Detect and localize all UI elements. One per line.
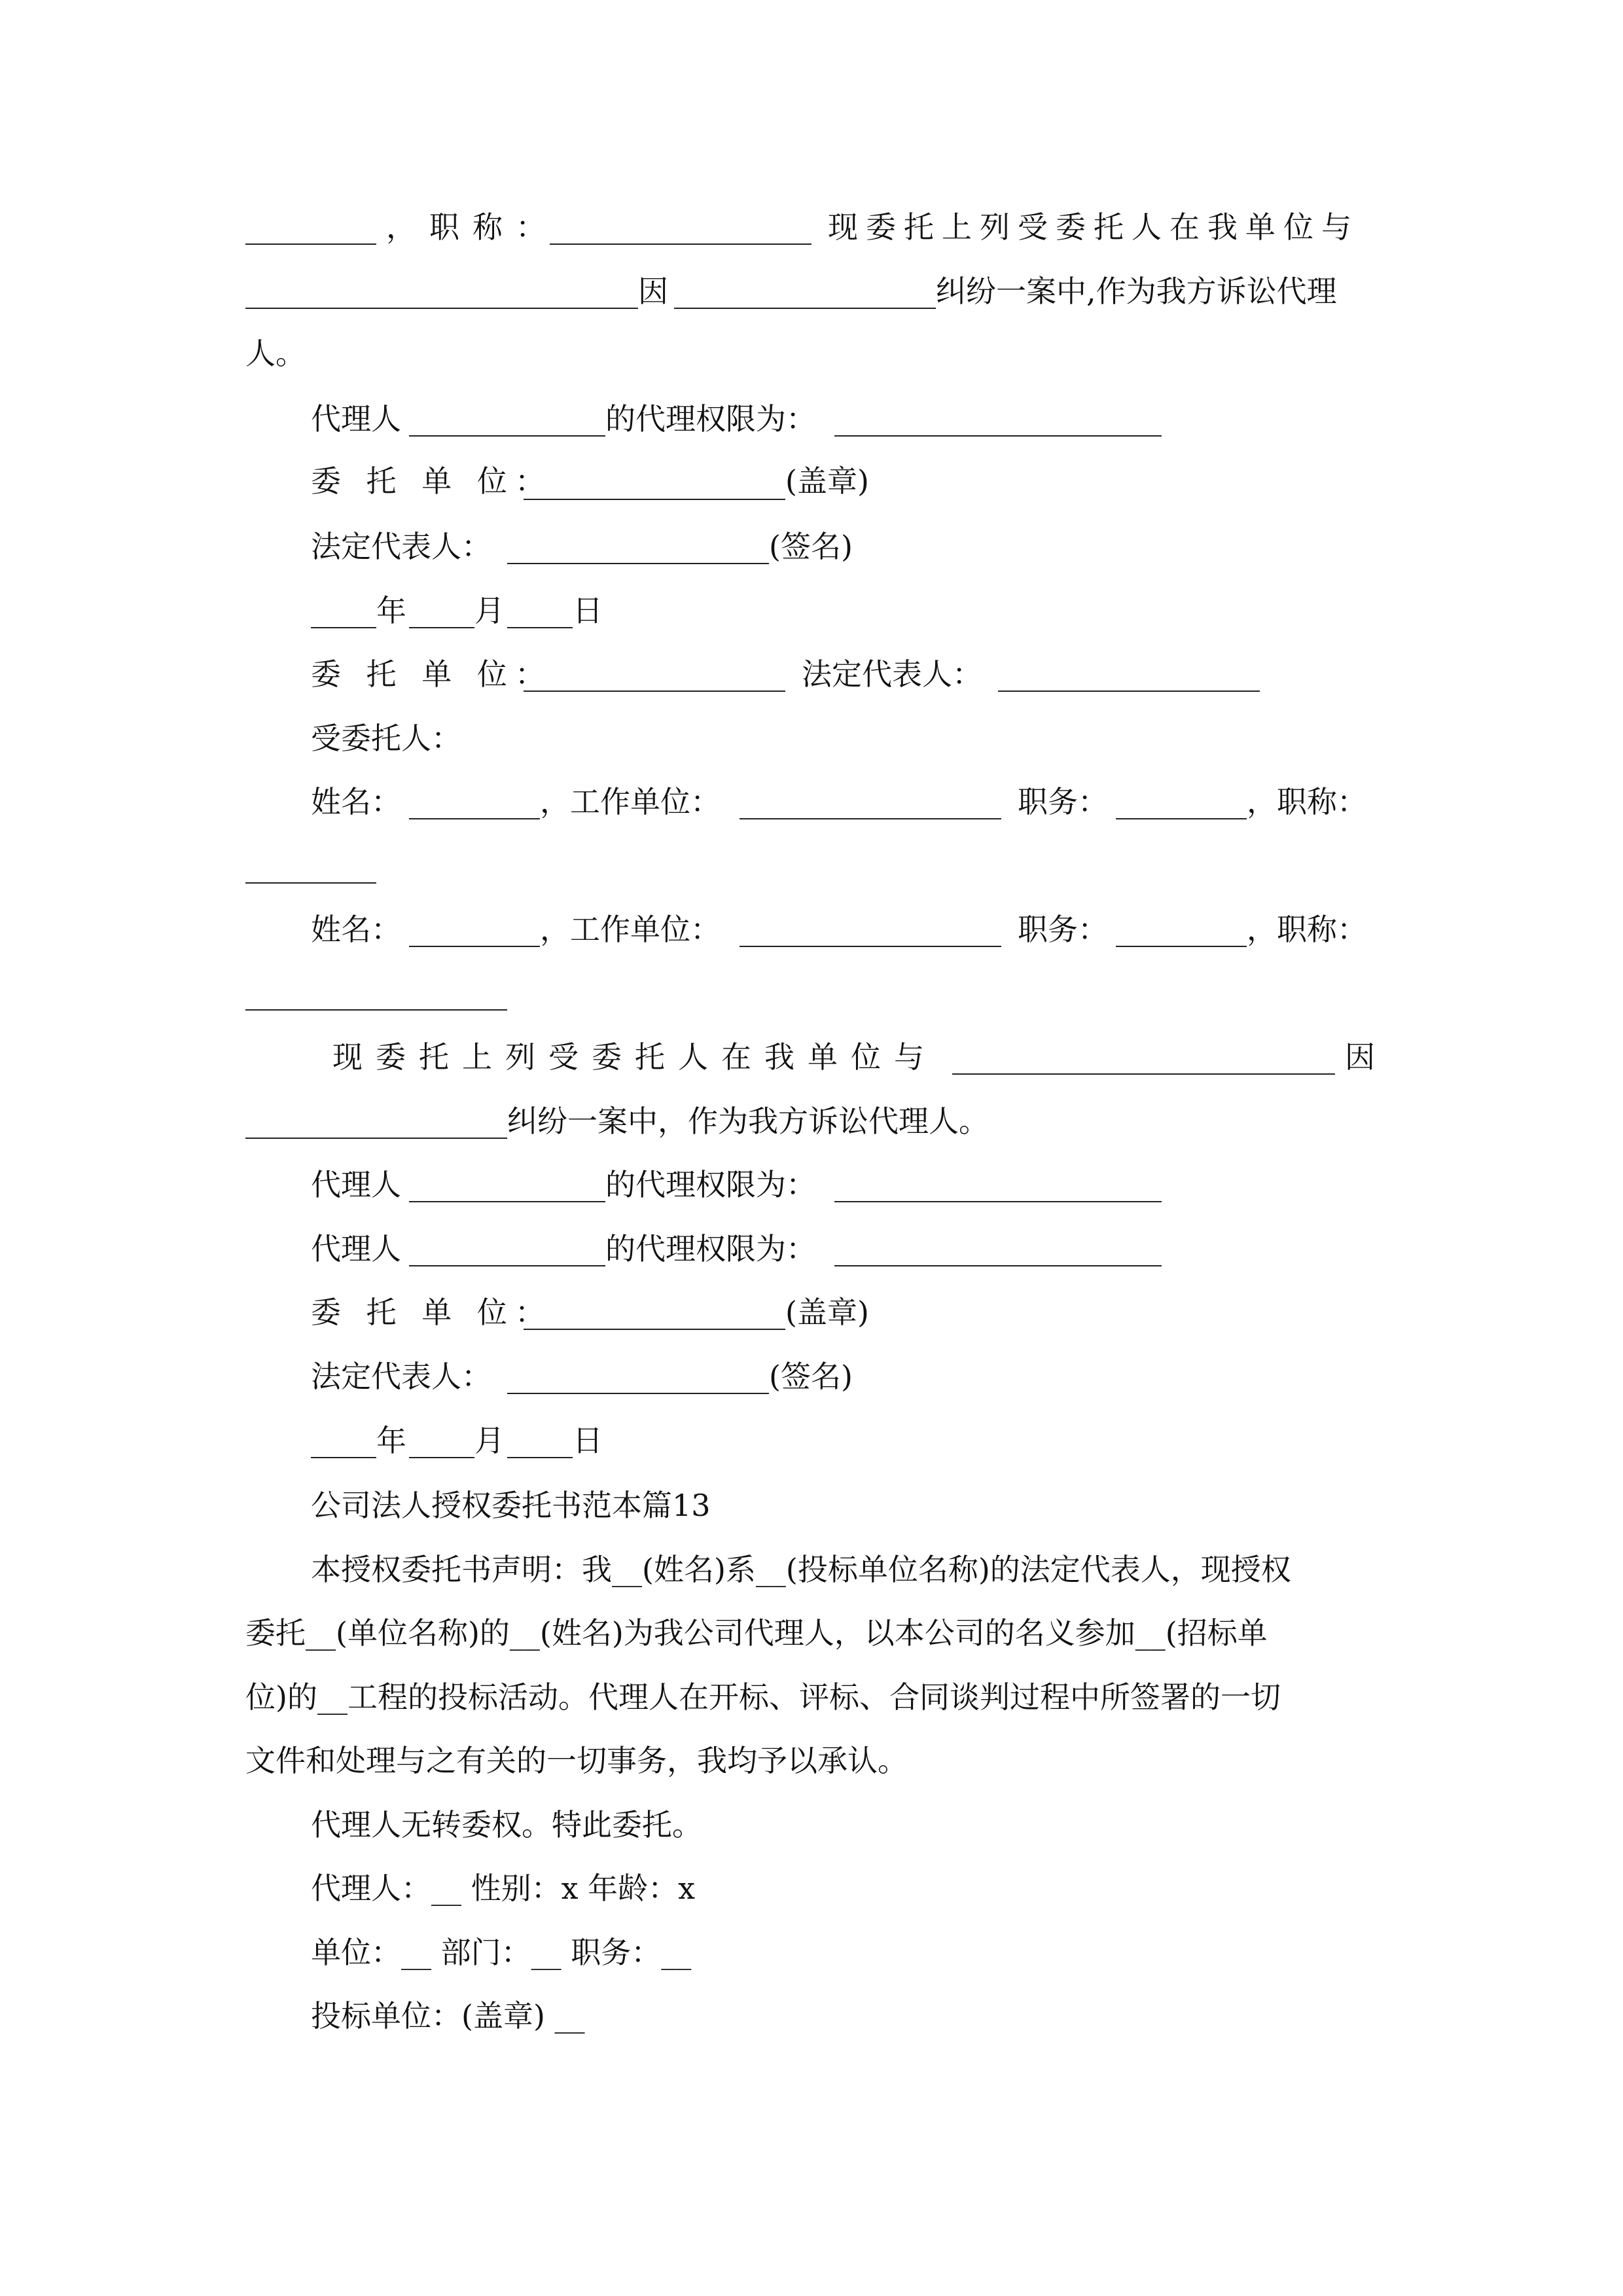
text: 姓名： [311, 912, 401, 947]
text: 的代理权限为： [605, 1167, 816, 1202]
text: 年 [376, 593, 406, 628]
text: 日 [573, 593, 603, 628]
text-line [311, 1229, 401, 1268]
blank-line[interactable] [740, 818, 1001, 819]
text-line [540, 782, 721, 821]
text: 法定代表人： [311, 529, 491, 564]
text-line [1247, 910, 1367, 949]
text: 委 托 单 位： [311, 656, 553, 692]
text-line [245, 334, 306, 373]
blank-line[interactable] [409, 818, 540, 819]
text-line [769, 1357, 853, 1396]
text: 法定代表人： [311, 1359, 491, 1394]
blank-line[interactable] [524, 691, 785, 692]
text-line [311, 1293, 553, 1332]
text: 的代理权限为： [605, 1231, 816, 1266]
text: ，职称： [1247, 784, 1367, 819]
text: 位)的__工程的投标活动。代理人在开标、评标、合同谈判过程中所签署的一切 [245, 1679, 1281, 1715]
text-line [311, 782, 401, 821]
text-line [573, 591, 603, 630]
blank-line[interactable] [409, 1265, 605, 1266]
blank-line[interactable] [409, 946, 540, 947]
text: 年 [376, 1423, 406, 1458]
text-line [311, 910, 401, 949]
blank-line[interactable] [524, 499, 785, 500]
blank-line[interactable] [998, 691, 1260, 692]
blank-line[interactable] [507, 1393, 769, 1394]
text: 现委托上列受委托人在我单位与 [828, 209, 1359, 245]
text-line [507, 1102, 989, 1141]
text-line [828, 207, 1359, 247]
text: 的代理权限为： [605, 401, 816, 437]
text: 姓名： [311, 784, 401, 819]
text: 职务： [1018, 912, 1108, 947]
blank-line[interactable] [409, 435, 605, 437]
blank-line[interactable] [740, 946, 1001, 947]
text: 委 托 单 位： [311, 1295, 553, 1330]
blank-line[interactable] [409, 1457, 474, 1458]
blank-line[interactable] [834, 1265, 1162, 1266]
text: ，工作单位： [540, 784, 721, 819]
text: 纠纷一案中，作为我方诉讼代理人。 [507, 1103, 989, 1139]
text: 月 [474, 593, 505, 628]
text: (签名) [769, 1359, 853, 1394]
text-line [311, 1357, 491, 1396]
text: 代理人无转委权。特此委托。 [311, 1807, 702, 1842]
text-line [802, 655, 982, 694]
text: 文件和处理与之有关的一切事务，我均予以承认。 [245, 1743, 908, 1778]
blank-line[interactable] [245, 243, 376, 245]
text-line [311, 461, 553, 501]
text: 纠纷一案中,作为我方诉讼代理 [936, 274, 1337, 309]
text: 代理人：__ 性别：x 年龄：x [311, 1871, 696, 1906]
text: 代理人 [311, 401, 401, 437]
text-line [376, 591, 406, 630]
blank-line[interactable] [834, 1201, 1162, 1202]
text-line [311, 719, 461, 758]
text: 日 [573, 1423, 603, 1458]
text-line [386, 207, 559, 247]
text: (盖章) [785, 463, 869, 499]
text: 受委托人： [311, 721, 461, 756]
text: 委托__(单位名称)的__(姓名)为我公司代理人，以本公司的名义参加__(招标单 [245, 1615, 1268, 1651]
text-line [785, 461, 869, 501]
blank-line[interactable] [834, 435, 1162, 437]
text: 因 [638, 274, 668, 309]
blank-line[interactable] [311, 627, 376, 628]
blank-line[interactable] [952, 1073, 1335, 1075]
text: 职务： [1018, 784, 1108, 819]
section-heading [311, 1486, 711, 1525]
text-line [311, 1165, 401, 1204]
text: ，职称： [386, 209, 559, 245]
text: 代理人 [311, 1167, 401, 1202]
text: 本授权委托书声明：我__(姓名)系__(投标单位名称)的法定代表人，现授权 [311, 1552, 1291, 1587]
text-line [785, 1293, 869, 1332]
text-line [474, 591, 505, 630]
blank-line[interactable] [409, 1201, 605, 1202]
text: 法定代表人： [802, 656, 982, 692]
paragraph-line [245, 1677, 1281, 1717]
text: (签名) [769, 529, 853, 564]
text-line [605, 399, 816, 439]
blank-line[interactable] [245, 1138, 507, 1139]
blank-line[interactable] [507, 627, 573, 628]
text-line [1247, 782, 1367, 821]
text: 因 [1345, 1039, 1375, 1075]
text-line [311, 399, 401, 439]
paragraph-line [311, 1996, 585, 2036]
blank-line[interactable] [409, 627, 474, 628]
text: ，工作单位： [540, 912, 721, 947]
text: 单位：__ 部门：__ 职务：__ [311, 1935, 692, 1970]
blank-line[interactable] [507, 563, 769, 564]
text-line [1345, 1037, 1375, 1077]
blank-line[interactable] [507, 1457, 573, 1458]
blank-line[interactable] [1116, 818, 1247, 819]
blank-line[interactable] [524, 1329, 785, 1330]
text-line [474, 1421, 505, 1460]
blank-line[interactable] [245, 308, 638, 309]
paragraph-line [311, 1869, 695, 1908]
text: 现委托上列受委托人在我单位与 [332, 1039, 937, 1075]
text-line [605, 1229, 816, 1268]
text: 月 [474, 1423, 505, 1458]
paragraph-line [311, 1933, 691, 1972]
text: 委 托 单 位： [311, 463, 553, 499]
text-line [311, 655, 553, 694]
text-line [936, 272, 1337, 311]
text-line [1018, 910, 1108, 949]
text-line [376, 1421, 406, 1460]
blank-line[interactable] [245, 1009, 507, 1011]
text-line [540, 910, 721, 949]
text-line [769, 527, 853, 566]
text: 公司法人授权委托书范本篇13 [311, 1488, 711, 1523]
text: 代理人 [311, 1231, 401, 1266]
text-line [573, 1421, 603, 1460]
text-line [638, 272, 668, 311]
text-line [605, 1165, 816, 1204]
blank-line[interactable] [550, 243, 812, 245]
paragraph-line [311, 1550, 1291, 1589]
text-line [1018, 782, 1108, 821]
text: 人。 [245, 336, 306, 371]
paragraph-line [311, 1805, 702, 1844]
text-line [311, 527, 491, 566]
paragraph-line [245, 1741, 908, 1780]
blank-line[interactable] [245, 882, 376, 884]
blank-line[interactable] [674, 308, 936, 309]
paragraph-line [245, 1613, 1268, 1653]
blank-line[interactable] [1116, 946, 1247, 947]
text-line [332, 1037, 937, 1077]
blank-line[interactable] [311, 1457, 376, 1458]
text: (盖章) [785, 1295, 869, 1330]
text: 投标单位：(盖章) __ [311, 1998, 585, 2034]
text: ，职称： [1247, 912, 1367, 947]
